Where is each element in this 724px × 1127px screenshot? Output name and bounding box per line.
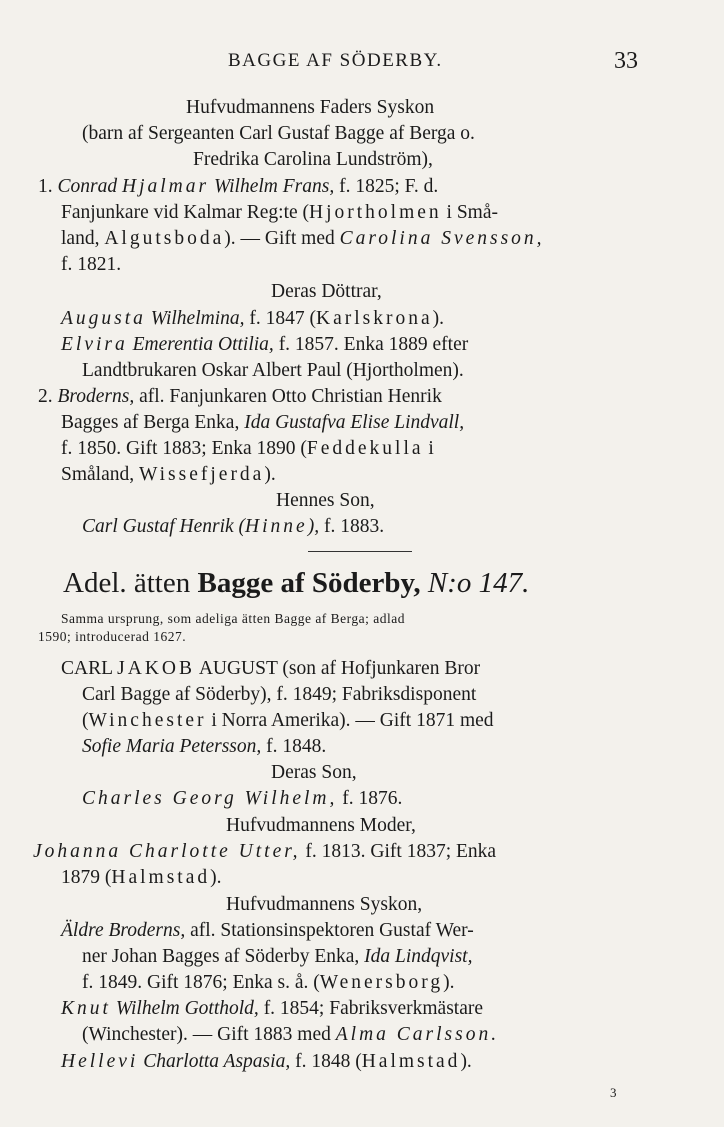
title-family: Bagge af Söderby, <box>197 567 421 599</box>
sibling-1-l2-text: ner Johan Bagges af Söderby Enka, <box>82 946 365 967</box>
sibling-1-l3-text: f. 1849. Gift 1876; Enka s. å. ( <box>82 972 320 993</box>
place-winchester: Winchester <box>88 710 207 731</box>
head-line-4 <box>82 734 326 760</box>
their-son-born: f. 1876. <box>337 788 403 809</box>
entry-1-l3-rest: ). — Gift med <box>224 228 340 249</box>
sibling-1-line-2 <box>82 944 472 970</box>
entry-2-l3-text: f. 1850. Gift 1883; Enka 1890 ( <box>61 438 307 459</box>
sibling-3-name-b: Charlotta Aspasia, <box>138 1051 291 1072</box>
running-head <box>0 50 724 80</box>
sibling-3-born: f. 1848 ( <box>290 1051 362 1072</box>
daughter-1-name-b: Wilhelmina, <box>145 308 245 329</box>
section-subtitle-2: 1590; introducerad 1627. <box>38 629 187 644</box>
their-son-line <box>82 786 402 812</box>
entry-1-l2-rest: i Små- <box>441 202 499 223</box>
entry-2-l3-rest: i <box>423 438 434 459</box>
son-born: f. 1883. <box>319 516 385 537</box>
head-middle-name: JAKOB <box>117 658 196 679</box>
intro-line-2: Fredrika Carolina Lundström), <box>193 149 433 170</box>
head-line-2: Carl Bagge af Söderby), f. 1849; Fabriksdisponent <box>82 684 477 705</box>
daughter-1-born: f. 1847 ( <box>244 308 316 329</box>
section-title <box>63 565 529 601</box>
son-line <box>82 514 384 540</box>
entry-1-born: f. 1825; F. d. <box>339 176 439 197</box>
place-feddekulla: Feddekulla <box>306 438 424 459</box>
daughter-1-close: ). <box>432 308 445 329</box>
title-prefix: Adel. ätten <box>63 567 198 599</box>
section-divider <box>308 551 412 552</box>
entry-2-line-3 <box>61 436 434 462</box>
entry-1-name-b: Hjalmar <box>121 176 210 197</box>
sibling-2-line-1 <box>61 996 483 1022</box>
entry-1-line-4: f. 1821. <box>61 254 122 275</box>
mother-name: Johanna Charlotte Utter, <box>33 841 301 862</box>
entry-2-widow-name: Ida Gustafva Elise Lindvall, <box>244 412 465 433</box>
signature-mark: 3 <box>610 1085 617 1100</box>
sibling-1-l3-rest: ). <box>443 972 455 993</box>
head-spouse-name: Sofie Maria Petersson, <box>82 736 262 757</box>
place-karlskrona: Karlskrona <box>316 308 433 329</box>
place-wissefjerda: Wissefjerda <box>139 464 265 485</box>
place-wenersborg: Wenersborg <box>319 972 444 993</box>
sibling-2-name-b: Wilhelm Gotthold, <box>110 998 259 1019</box>
entry-1-l2-text: Fanjunkare vid Kalmar Reg:te ( <box>61 202 310 223</box>
place-algutsboda: Algutsboda <box>104 228 225 249</box>
head-l3-rest: i Norra Amerika). — Gift 1871 med <box>206 710 494 731</box>
mother-l2-rest: ). <box>210 867 222 888</box>
sibling-3-line <box>61 1049 472 1075</box>
sibling-1-line-1 <box>61 918 474 944</box>
heading-her-son: Hennes Son, <box>276 490 375 511</box>
mother-dates: f. 1813. Gift 1837; Enka <box>300 841 497 862</box>
mother-l2-text: 1879 ( <box>61 867 112 888</box>
intro-line-1: (barn af Sergeanten Carl Gustaf Bagge af Berga o. <box>82 123 475 144</box>
mother-line-2 <box>61 865 221 891</box>
sibling-1-label: Äldre Broderns, <box>61 920 186 941</box>
heading-their-son: Deras Son, <box>271 762 357 783</box>
daughter-2-name-a: Elvira <box>61 334 128 355</box>
sibling-2-spouse-name: Alma Carlsson. <box>335 1024 500 1045</box>
head-l3-open: ( <box>82 710 89 731</box>
entry-2-l4-rest: ). <box>264 464 276 485</box>
head-line-1-rest: AUGUST (son af Hofjunkaren Bror <box>195 658 481 679</box>
son-name-b: ), <box>307 516 320 537</box>
entry-2-text: afl. Fanjunkaren Otto Christian Henrik <box>134 386 442 407</box>
daughter-2-name-b: Emerentia Ottilia, <box>127 334 274 355</box>
place-halmstad-2: Halmstad <box>361 1051 461 1072</box>
entry-2-name: Broderns, <box>57 386 135 407</box>
heading-daughters: Deras Döttrar, <box>271 281 382 302</box>
entry-2-line-1 <box>38 384 442 410</box>
entry-1-name-a: Conrad <box>57 176 118 197</box>
place-hjortholmen: Hjortholmen <box>309 202 442 223</box>
heading-mother: Hufvudmannens Moder, <box>226 815 416 836</box>
title-number: N:o 147. <box>420 567 530 599</box>
entry-1-name-c: Wilhelm Frans, <box>213 176 335 197</box>
daughter-1 <box>61 306 444 332</box>
place-halmstad: Halmstad <box>111 867 211 888</box>
entry-1-line-2 <box>61 200 498 226</box>
sibling-3-close: ). <box>460 1051 472 1072</box>
entry-2-l2-text: Bagges af Berga Enka, <box>61 412 245 433</box>
daughter-1-name-a: Augusta <box>61 308 146 329</box>
head-line-1 <box>61 656 480 682</box>
entry-2-number: 2. <box>38 386 53 407</box>
head-spouse-born: f. 1848. <box>261 736 327 757</box>
sibling-1-text: afl. Stationsinspektoren Gustaf Wer- <box>185 920 474 941</box>
entry-1-l3-text: land, <box>61 228 105 249</box>
sibling-2-l2-text: (Winchester). — Gift 1883 med <box>82 1024 336 1045</box>
entry-1-line-1 <box>38 174 438 200</box>
sibling-1-line-3 <box>82 970 455 996</box>
entry-2-line-2 <box>61 410 464 436</box>
sibling-2-born: f. 1854; Fabriksverkmästare <box>258 998 484 1019</box>
head-line-3 <box>82 708 494 734</box>
heading-siblings: Hufvudmannens Syskon, <box>226 894 423 915</box>
spouse-name: Carolina Svensson, <box>339 228 545 249</box>
entry-2-line-4 <box>61 462 276 488</box>
son-nickname: Hinne <box>245 516 308 537</box>
entry-1-line-3 <box>61 226 545 252</box>
entry-2-l4-text: Småland, <box>61 464 139 485</box>
heading-fathers-siblings: Hufvudmannens Faders Syskon <box>186 97 435 118</box>
section-subtitle-1: Samma ursprung, som adeliga ätten Bagge af Berga; adlad <box>61 611 406 626</box>
entry-1-number: 1. <box>38 176 53 197</box>
mother-line-1 <box>33 839 496 865</box>
daughter-2-line-2: Landtbrukaren Oskar Albert Paul (Hjortholmen). <box>82 360 464 381</box>
daughter-2 <box>61 332 468 358</box>
sibling-2-line-2 <box>82 1022 499 1048</box>
page-number: 33 <box>614 48 638 74</box>
sibling-3-name-a: Hellevi <box>61 1051 139 1072</box>
daughter-2-born: f. 1857. Enka 1889 efter <box>273 334 469 355</box>
running-head-title: BAGGE AF SÖDERBY. <box>228 50 443 71</box>
sibling-1-widow-name: Ida Lindqvist, <box>364 946 473 967</box>
sibling-2-name-a: Knut <box>61 998 111 1019</box>
their-son-name: Charles Georg Wilhelm, <box>82 788 338 809</box>
son-name-a: Carl Gustaf Henrik ( <box>82 516 246 537</box>
head-first-name: CARL <box>61 658 118 679</box>
